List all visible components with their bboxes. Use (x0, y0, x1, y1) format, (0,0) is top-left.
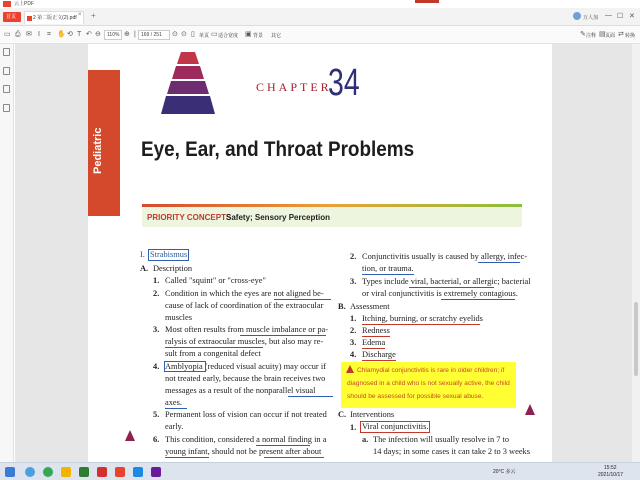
list-item: Types include viral, bacterial, or allergic; bacterial (362, 277, 531, 286)
maximize-button[interactable]: ☐ (617, 13, 624, 20)
document-viewport[interactable] (15, 44, 632, 462)
background-label[interactable]: 背景 (253, 33, 264, 39)
app-logo-icon (3, 1, 11, 7)
list-item: Edema (362, 338, 386, 347)
list-item: Condition in which the eyes are not aligned be- (165, 289, 324, 298)
list-item-number: 4. (350, 350, 357, 359)
blue-underline (441, 299, 515, 300)
next-page-button[interactable]: ⊙ (181, 31, 187, 38)
wps-icon[interactable] (97, 467, 107, 477)
blue-underline (256, 445, 310, 446)
list-item-number: 2. (350, 326, 357, 335)
wechat-icon[interactable] (79, 467, 89, 477)
section-side-label: Pediatric (92, 127, 104, 174)
more-label[interactable]: 其它 (271, 33, 282, 39)
list-item: Discharge (362, 350, 396, 359)
warning-text: diagnosed in a child who is not sexually active, the child (347, 380, 510, 387)
print-icon[interactable]: ⎙ (15, 31, 21, 38)
list-item: Most often results from muscle imbalance or pa- (165, 325, 329, 334)
bookmark-icon[interactable] (3, 67, 10, 75)
red-underline (362, 348, 385, 349)
warning-icon (346, 365, 354, 373)
chapter-pyramid-icon (151, 44, 225, 118)
list-item-number: 2. (350, 252, 357, 261)
list-item: Permanent loss of vision can occur if not treated (165, 410, 327, 419)
red-box-annotation: Viral conjunctivitis. (362, 422, 429, 431)
outline-b-label: B. (338, 302, 346, 311)
single-page-icon[interactable]: ▯ (191, 31, 195, 38)
tab-bar (0, 8, 640, 26)
pdf-app-icon[interactable] (115, 467, 125, 477)
section-number: I. (140, 250, 145, 259)
blue-underline (165, 408, 187, 409)
tab-document-label: 2 第二版正文(2).pdf (33, 15, 77, 21)
convert-icon[interactable]: ⇄ (618, 31, 624, 38)
undo-icon[interactable]: ↶ (86, 31, 92, 38)
page-title: Eye, Ear, and Throat Problems (141, 138, 415, 161)
page-field[interactable] (138, 30, 170, 40)
search-panel-icon[interactable] (3, 104, 10, 112)
thumbnail-icon[interactable] (3, 48, 10, 56)
blue-underline (165, 347, 263, 348)
window-accent-bar (415, 0, 439, 3)
blue-box-annotation (164, 361, 206, 372)
tab-document[interactable] (24, 11, 84, 24)
blue-underline (240, 335, 326, 336)
background-icon[interactable]: ▣ (245, 31, 252, 38)
attachment-icon[interactable] (3, 85, 10, 93)
comment-label[interactable]: 注释 (586, 33, 597, 39)
title-bar (0, 0, 640, 8)
list-item: muscles (165, 313, 192, 322)
chapter-number: 34 (328, 62, 360, 104)
list-item-number: 3. (350, 338, 357, 347)
list-item: not treated early, because the brain receives two (165, 374, 326, 383)
outline-c-label: C. (338, 410, 347, 419)
list-item: The infection will usually resolve in 7 to (373, 435, 510, 444)
list-item: Amblyopia (reduced visual acuity) may occur if (165, 362, 326, 371)
avatar[interactable] (573, 12, 581, 20)
priority-concepts-label: PRIORITY CONCEPTS (147, 213, 232, 222)
clock-time[interactable]: 15:52 (604, 465, 617, 471)
fit-width-label[interactable]: 适合宽度 (218, 33, 239, 39)
close-tab-icon[interactable]: × (78, 12, 82, 18)
list-item: Itching, burning, or scratchy eyelids (362, 314, 483, 323)
zoom-in-icon[interactable]: ⊕ (124, 31, 130, 38)
zoom-out-icon[interactable]: ⊖ (95, 31, 101, 38)
list-item: young infant, should not be present after about (165, 447, 322, 456)
toolbar (0, 26, 640, 44)
list-item: ralysis of extraocular muscles, but also may re- (165, 337, 324, 346)
crop-icon[interactable]: ⌗ (47, 31, 51, 38)
list-item: messages as a result of the nonparallel visual (165, 386, 316, 395)
weather-status[interactable]: 20°C 多云 (493, 469, 516, 475)
tab-home-label: 首页 (6, 14, 17, 20)
list-item-number: 1. (153, 276, 160, 285)
outline-a-label: A. (140, 264, 149, 273)
list-item: cause of lack of coordination of the extraocular (165, 301, 324, 310)
page-label[interactable]: 页面 (605, 33, 616, 39)
page-icon[interactable]: ▤ (599, 31, 606, 38)
select-text-icon[interactable]: I (38, 31, 40, 38)
email-icon[interactable]: ✉ (26, 31, 32, 38)
tab-home[interactable] (3, 12, 21, 22)
fit-width-icon[interactable]: ▭ (211, 31, 218, 38)
search-icon[interactable] (25, 467, 35, 477)
convert-label[interactable]: 转换 (625, 33, 636, 39)
app-icon[interactable] (133, 467, 143, 477)
page-value: 169 / 251 (141, 32, 162, 38)
red-underline (264, 457, 324, 458)
outline-c-text: Interventions (350, 410, 395, 419)
blue-underline (274, 299, 331, 300)
comment-icon[interactable]: ✎ (580, 31, 586, 38)
rotate-icon[interactable]: ⟲ (67, 31, 73, 38)
list-item-label: a. (362, 435, 369, 444)
section-heading: Strabismus (150, 250, 188, 259)
list-item: Conjunctivitis usually is caused by allergy, infec- (362, 252, 528, 261)
list-item: sult from a congenital defect (165, 349, 261, 358)
prev-page-icon[interactable]: | (134, 31, 136, 38)
app-icon[interactable] (151, 467, 161, 477)
zoom-value: 110% (107, 32, 120, 38)
mini-pyramid-icon (525, 404, 535, 415)
list-item: early. (165, 422, 184, 431)
list-item-number: 1. (350, 314, 357, 323)
clock-date[interactable]: 2021/10/17 (598, 472, 624, 478)
red-underline (362, 324, 480, 325)
list-item-number: 6. (153, 435, 160, 444)
outline-a-text: Description (153, 264, 193, 273)
blue-underline (288, 396, 333, 397)
list-item-number: 5. (153, 410, 160, 419)
scrollbar-thumb[interactable] (634, 302, 638, 376)
priority-concepts-value: Safety; Sensory Perception (226, 213, 331, 222)
warning-text: Chlamydial conjunctivitis is rare in older children; if (357, 367, 505, 374)
close-button[interactable]: ✕ (629, 13, 635, 20)
blue-underline (478, 262, 520, 263)
blue-underline (165, 457, 209, 458)
hand-tool-icon[interactable]: ✋ (57, 31, 66, 38)
app-title: 云上PDF (14, 1, 35, 7)
outline-b-text: Assessment (350, 302, 390, 311)
prev-page-button[interactable]: ⊙ (172, 31, 178, 38)
list-item-number: 3. (153, 325, 160, 334)
warning-text: should be assessed for possible sexual abuse. (347, 393, 484, 400)
red-underline (362, 336, 390, 337)
chapter-label: CHAPTER (256, 80, 332, 94)
list-item: or viral conjunctivitis is extremely contagious. (362, 289, 518, 298)
pdf-file-icon (27, 16, 32, 21)
blue-underline (362, 274, 414, 275)
list-item-number: 2. (153, 289, 160, 298)
list-item: Redness (362, 326, 390, 335)
start-icon[interactable] (5, 467, 15, 477)
text-tool-icon[interactable]: T (77, 31, 82, 38)
user-name[interactable]: 万人加 (583, 15, 599, 21)
red-underline (362, 360, 396, 361)
mini-pyramid-icon (125, 430, 135, 441)
list-item: This condition, considered a normal finding in a (165, 435, 327, 444)
list-item-number: 3. (350, 277, 357, 286)
new-tab-button[interactable]: + (91, 11, 96, 20)
single-page-label[interactable]: 单页 (199, 33, 210, 39)
pdf-page (88, 44, 552, 462)
minimize-button[interactable]: — (605, 12, 612, 19)
vertical-scrollbar[interactable] (632, 44, 640, 462)
side-panel (0, 44, 14, 462)
list-item-number: 1. (350, 423, 357, 432)
save-icon[interactable]: ▭ (4, 31, 11, 38)
folder-icon[interactable] (61, 467, 71, 477)
list-item: 14 days; in some cases it can take 2 to 3 weeks (373, 447, 530, 456)
taskbar (0, 462, 640, 480)
list-item: Called "squint" or "cross-eye" (165, 276, 266, 285)
browser-icon[interactable] (43, 467, 53, 477)
blue-underline (409, 287, 494, 288)
list-item: tion, or trauma. (362, 264, 414, 273)
list-item-number: 4. (153, 362, 160, 371)
zoom-field[interactable] (104, 30, 122, 40)
list-item: axes. (165, 398, 182, 407)
